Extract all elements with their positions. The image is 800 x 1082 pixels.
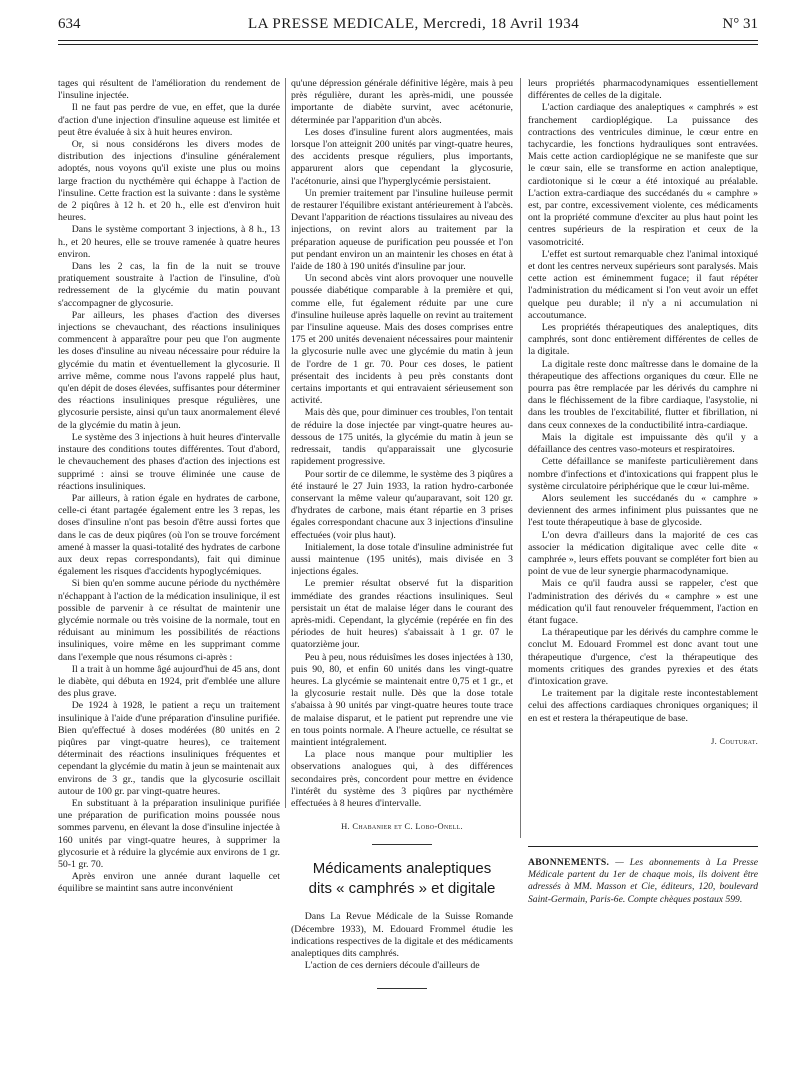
page-number: 634 [58,16,81,32]
paragraph: Il ne faut pas perdre de vue, en effet, que la durée d'action d'une injection d'insuline aqueuse est limitée et peut être évaluée à six à huit heures environ. [58,102,280,138]
paragraph: Mais ce qu'il faudra aussi se rappeler, c'est que l'administration des dérivés du « camphre » est une médication qu'il faut renouveler fréquemment, l'action en étant fugace. [528,578,758,626]
article-signature: J. Couturat. [711,735,758,746]
subscription-label: ABONNEMENTS. [528,857,610,868]
article-separator [372,844,432,845]
paragraph: La place nous manque pour multiplier les observations analogues qui, à des différences secondaires près, concordent pour mettre en évidence l'intérêt du système des 3 piqûres par nycthémère effectuées à 8 heures d'intervalle. [291,749,513,809]
paragraph: Si bien qu'en somme aucune période du nycthémère n'échappant à l'action de la médication insulinique, il est possible de parvenir à ce résultat de maintenir une glycémie normale ou très voisine de la normale, tout en réduisant au minimum les possibilités de réactions insuliniques, voire même en les supprimant comme dans l'exemple que nous résumons ci-après : [58,578,280,663]
paragraph: L'on devra d'ailleurs dans la majorité de ces cas associer la médication digitalique avec celle dite « camphrée », leurs effets pouvant se compléter fort bien au point de vue de leur synergie pharmacodynamique. [528,529,758,578]
column-3 [528,78,758,747]
header-rule-top [58,40,758,41]
article-title-line-1: Médicaments analeptiques [312,860,492,878]
paragraph: Or, si nous considérons les divers modes de distribution des injections d'insuline généralement adoptés, nous voyons qu'il existe une plus ou moins large fraction du nycthémère qui échappe à l'action de l'insuline. Cette fraction est la suivante : dans le système de 2 piqûres à 12 h. et 20 h., elle est d'environ huit heures. [58,139,280,224]
paragraph: Les propriétés thérapeutiques des analeptiques, dits camphrés, sont donc entièrement différentes de celles de la digitale. [528,322,758,358]
paragraph: Un premier traitement par l'insuline huileuse permit de restaurer l'équilibre existant antérieurement à l'abcès. Devant l'apparition de réactions tissulaires au niveau des injections, on revint alors au traitement par la préparation aqueuse de purification peu poussée et l'on put pendant environ un an maintenir les choses en état à l'aide de 180 à 190 unités d'insuline par jour. [291,187,513,273]
paragraph: tages qui résultent de l'amélioration du rendement de l'insuline injectée. [58,78,280,102]
journal-title: LA PRESSE MEDICALE, Mercredi, 18 Avril 1934 [248,16,580,32]
paragraph: L'action de ces derniers découle d'ailleurs de [304,960,480,972]
paragraph: Les doses d'insuline furent alors augmentées, mais lorsque l'on atteignit 200 unités par vingt-quatre heures, des accidents presque réguliers, plus importants, apparurent alors que cependant la glycosurie, l'acétonurie, ainsi que l'hyperglycémie persistaient. [291,126,513,187]
subscription-rule [528,846,758,847]
paragraph: Mais la digitale est impuissante dès qu'il y a défaillance des centres vaso-moteurs et respiratoires. [528,431,758,456]
paragraph: Il a trait à un homme âgé aujourd'hui de 45 ans, dont le diabète, qui débuta en 1924, prit d'emblée une allure des plus grave. [58,663,280,700]
paragraph: Le premier résultat observé fut la disparition immédiate des grandes réactions insuliniques. Seul persistait un état de malaise léger dans le courant des après-midi. Cependant, la glycémie (repérée en fin des périodes de huit heures) s'abaissait à 1 gr. 07 le quatorzième jour. [291,578,513,651]
article-title-line-2: dits « camphrés » et digitale [308,880,496,898]
paragraph: La thérapeutique par les dérivés du camphre comme le conclut M. Edouard Frommel est donc avant tout une thérapeutique d'urgence, c'est la thérapeutique des moments critiques des grandes pyrexies et des états d'intoxication grave. [528,627,758,687]
column-divider-2 [520,78,521,838]
paragraph: Dans le système comportant 3 injections, à 8 h., 13 h., et 20 heures, elle se trouve ramenée à quatre heures environ. [58,224,280,260]
article-signature: H. Chabanier et C. Lobo-Onell. [341,821,463,832]
paragraph: Initialement, la dose totale d'insuline administrée fut aussi maintenue (195 unités), mais divisée en 3 injections égales. [291,541,513,578]
column-end-rule [377,988,427,989]
paragraph: En substituant à la préparation insulinique purifiée une préparation de purification moins poussée nous sommes parvenu, en élevant la dose d'insuline injectée à 160 unités par vingt-quatre heures, à supprimer la glycosurie et à réduire la glycémie aux environs de 1 gr. 50-1 gr. 70. [58,797,280,870]
column-2 [291,78,513,989]
paragraph: Cette défaillance se manifeste particulièrement dans nombre d'infections et d'intoxications qui frappent plus le système circulatoire périphérique que le cœur lui-même. [528,456,758,492]
paragraph: Un second abcès vint alors provoquer une nouvelle poussée diabétique comparable à la première et qui, comme elle, fut également réduite par une cure d'insuline huileuse après laquelle on revint au traitement par l'insuline aqueuse. Mais des doses comprises entre 175 et 200 unités devenaient nécessaires pour maintenir la glycosurie nulle avec une glycémie du matin à jeun de l'ordre de 1 gr. 70. Pour ces doses, le patient présentait des incidents à peu près constants dont certains importants et qui entravaient sérieusement son activité. [291,273,513,407]
paragraph: L'effet est surtout remarquable chez l'animal intoxiqué et dont les centres nerveux supérieurs sont paralysés. Mais cette action est éminemment fugace; il faut répéter l'administration du médicament si l'on veut avoir un effet quelque peu durable; il n'y a ni accumulation ni accoutumance. [528,248,758,321]
paragraph: Dans les 2 cas, la fin de la nuit se trouve pratiquement soustraite à l'action de l'insuline, d'où redressement de la glycémie du matin pouvant s'accompagner de glycosurie. [58,261,280,309]
paragraph: Mais dès que, pour diminuer ces troubles, l'on tentait de réduire la dose injectée par vingt-quatre heures au-dessous de 175 unités, la glycémie du matin à jeun se redressait, tandis qu'apparaissait une glycosurie rapidement progressive. [291,407,513,468]
paragraph: qu'une dépression générale définitive légère, mais à peu près régulière, durant les après-midi, une poussée importante de diabète survint, avec acétonurie, déterminée par l'apparition d'un abcès. [291,78,513,126]
subscription-text: — Les abonnements à La Presse Médicale partent du 1er de chaque mois, ils doivent être adressés à MM. Masson et Cie, éditeurs, 120, boulevard Saint-Germain, Paris-6e. Compte chèques postaux 599. [528,857,758,905]
paragraph: Peu à peu, nous réduisîmes les doses injectées à 130, puis 90, 80, et enfin 60 unités dans les vingt-quatre heures. La glycémie se maintenait entre 0,75 et 1 gr., et la glycosurie restait nulle. Dès que la dose totale s'abaissa à 90 unités par vingt-quatre heures toute trace de malaise disparut, et le patient put reprendre une vie en tous points normale. A l'heure actuelle, ce résultat se maintient intégralement. [291,651,513,748]
paragraph: La digitale reste donc maîtresse dans le domaine de la thérapeutique des affections organiques du cœur. Elle ne pourra pas être remplacée par les dérivés du camphre ni dans le fléchissement de la fibre cardiaque, l'asystolie, ni dans les troubles de l'excitabilité, flutter et fibrillation, ni dans ceux connexes de la conductibilité intra-cardiaque. [528,358,758,431]
paragraph: L'action cardiaque des analeptiques « camphrés » est franchement cardioplégique. La puissance des contractions des ventricules diminue, le cœur entre en tachycardie, les fonctions hydrauliques sont entravées. Mais cette action cardioplégique ne se manifeste que sur le cœur sain, elle se transforme en action analeptique, cardiotonique si le cœur a été intoxiqué au préalable. L'action extra-cardiaque des succédanés du « camphre » est, par contre, excessivement violente, ces médicaments ont la propriété commune d'exciter au plus haut point les centres supérieurs de la respiration et ceux de la vasomotricité. [528,102,758,248]
paragraph: De 1924 à 1928, le patient a reçu un traitement insulinique à l'aide d'une préparation d'insuline purifiée. Bien qu'effectué à doses modérées (80 unités en 2 piqûres par vingt-quatre heures), ce traitement déterminait des réactions insuliniques fréquentes et cependant la glycémie du matin à jeun se maintenait aux environs de 3 gr., tandis que la glycosurie oscillait autour de 100 gr. par vingt-quatre heures. [58,700,280,797]
paragraph: Après environ une année durant laquelle cet équilibre se maintint sans autre inconvénient [58,871,280,895]
page-header [58,16,758,40]
paragraph: Alors seulement les succédanés du « camphre » deviennent des armes infiniment plus puissantes que ne l'est toute thérapeutique à base de glycoside. [528,492,758,529]
article-title [291,859,513,899]
subscription-notice [528,857,758,906]
paragraph: Par ailleurs, les phases d'action des diverses injections se chevauchant, des réactions insuliniques commencent à apparaître pour peu que l'on augmente les doses d'insuline au niveau nécessaire pour réduire la glycémie du matin et éventuellement la glycosurie. Il arrive même, comme nous l'avons rappelé plus haut, qu'en dépit de doses élevées, suffisantes pour déterminer des réactions insuliniques presque régulières, une glycosurie persiste, ainsi qu'un taux anormalement élevé de la glycémie du matin à jeun. [58,309,280,431]
column-1 [58,78,280,896]
paragraph: Par ailleurs, à ration égale en hydrates de carbone, celle-ci étant partagée également entre les 3 repas, les doses d'insuline n'ont pas besoin d'être aussi fortes que dans le cas de deux piqûres (où l'on se trouve forcément amené à masser la quasi-totalité des hydrates de carbone aux deux repas correspondants), fait qui diminue également les risques d'accidents hypoglycémiques. [58,492,280,578]
header-rule-bottom [58,44,758,45]
paragraph: Le système des 3 injections à huit heures d'intervalle instaure des conditions toutes différentes. Tout d'abord, le chevauchement des phases d'action des injections est supprimé : ainsi se trouve éliminée une cause de réactions insuliniques. [58,431,280,492]
paragraph: Le traitement par la digitale reste incontestablement celui des affections cardiaques chroniques organiques; il en est et restera la thérapeutique de base. [528,688,758,724]
column-divider-1 [285,78,286,808]
paragraph: leurs propriétés pharmacodynamiques essentiellement différentes de celles de la digitale. [528,78,758,102]
paragraph: Dans La Revue Médicale de la Suisse Romande (Décembre 1933), M. Edouard Frommel étudie les indications respectives de la digitale et des médicaments analeptiques dits camphrés. [291,911,513,959]
paragraph: Pour sortir de ce dilemme, le système des 3 piqûres a été instauré le 27 Juin 1933, la ration hydro-carbonée conservant la même valeur qu'auparavant, soit 120 gr. d'hydrates de carbone, mais étant répartie en 3 prises égales correspondant chacune aux 3 injections d'insuline effectuées (voir plus haut). [291,468,513,541]
issue-number: N° 31 [722,16,758,32]
